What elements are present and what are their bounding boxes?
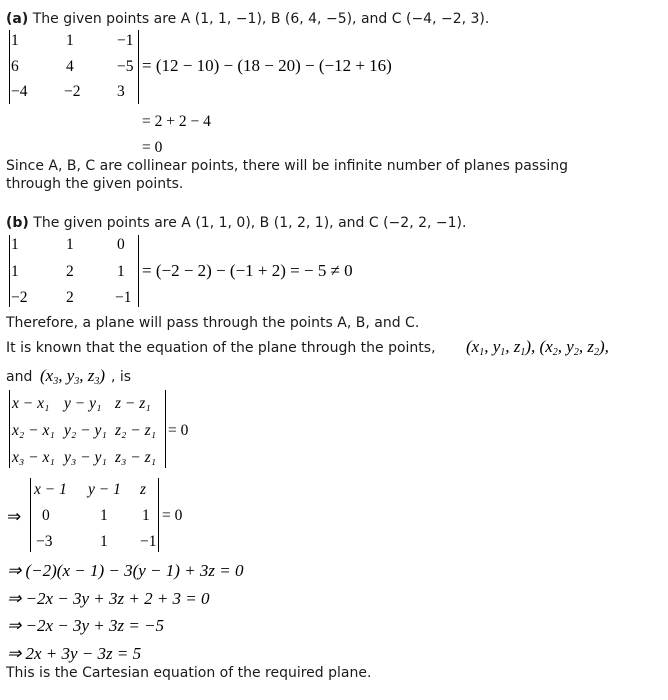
det-a-r1c1: 1 <box>11 32 19 49</box>
det-general-r1c2: y − y₁ <box>64 395 102 412</box>
det-a-r3c1: −4 <box>11 83 28 100</box>
implies-arrow: ⇒ <box>7 507 22 526</box>
det-a-step1: = 2 + 2 − 4 <box>142 113 211 130</box>
known-line2-prefix: and <box>6 369 33 385</box>
det-b-r2c1: 1 <box>11 263 19 280</box>
det-a-left-bar <box>9 30 10 104</box>
det-general-r1c1: x − x₁ <box>12 395 50 412</box>
det-b-result: = (−2 − 2) − (−1 + 2) = − 5 ≠ 0 <box>142 261 353 280</box>
det-b-r3c2: 2 <box>66 289 74 306</box>
det-specific-r1c3: z <box>140 481 147 498</box>
det-general-r2c1: x₂ − x₁ <box>12 422 55 439</box>
part-b-intro <box>6 216 466 230</box>
det-a-step2: = 0 <box>142 139 163 156</box>
det-b-r3c1: −2 <box>11 289 28 306</box>
det-general-r3c2: y₃ − y₁ <box>64 449 107 466</box>
det-specific-r3c1: −3 <box>36 533 53 550</box>
det-specific-eq: = 0 <box>162 507 183 524</box>
final-statement: This is the Cartesian equation of the required plane. <box>6 665 372 681</box>
det-a-r1c3: −1 <box>117 32 134 49</box>
det-b-left-bar <box>9 235 10 307</box>
part-b-label: (b) <box>6 215 29 231</box>
det-specific-r2c3: 1 <box>142 507 150 524</box>
det-general-right-bar <box>165 390 166 468</box>
part-a-label: (a) <box>6 11 29 27</box>
det-specific-r1c2: y − 1 <box>88 481 121 498</box>
det-a-r2c1: 6 <box>11 58 19 75</box>
det-specific-left-bar <box>30 478 31 552</box>
det-a-r3c2: −2 <box>64 83 81 100</box>
det-general-r2c3: z₂ − z₁ <box>115 422 157 439</box>
step-1: ⇒ (−2)(x − 1) − 3(y − 1) + 3z = 0 <box>7 561 244 580</box>
part-a-intro <box>6 12 489 26</box>
det-a-right-bar <box>138 30 139 104</box>
det-general-r2c2: y₂ − y₁ <box>64 422 107 439</box>
step-3: ⇒ −2x − 3y + 3z = −5 <box>7 616 165 635</box>
det-a-r3c3: 3 <box>117 83 125 100</box>
det-specific-r3c3: −1 <box>140 533 157 550</box>
det-a-r2c3: −5 <box>117 58 134 75</box>
part-a-conclusion-line1: Since A, B, C are collinear points, there will be infinite number of planes passing <box>6 158 569 174</box>
point-3: ($x_3$, $y_3$, $z_3$) <box>40 366 106 387</box>
part-b-intro-text: The given points are A (1, 1, 0), B (1, 2, 1), and C (−2, 2, −1). <box>28 215 467 231</box>
known-line2-suffix: , is <box>111 369 132 385</box>
det-a-expansion: = (12 − 10) − (18 − 20) − (−12 + 16) <box>142 56 392 75</box>
det-specific-r1c1: x − 1 <box>34 481 67 498</box>
det-b-r2c2: 2 <box>66 263 74 280</box>
det-general-eq: = 0 <box>168 422 189 439</box>
det-b-r3c3: −1 <box>115 289 132 306</box>
det-general-r3c1: x₃ − x₁ <box>12 449 55 466</box>
det-specific-right-bar <box>158 478 159 552</box>
det-a-r1c2: 1 <box>66 32 74 49</box>
step-2: ⇒ −2x − 3y + 3z + 2 + 3 = 0 <box>7 589 210 608</box>
det-b-r2c3: 1 <box>117 263 125 280</box>
det-b-right-bar <box>138 235 139 307</box>
det-b-r1c1: 1 <box>11 236 19 253</box>
det-a-r2c2: 4 <box>66 58 74 75</box>
step-4: ⇒ 2x + 3y − 3z = 5 <box>7 644 142 663</box>
det-b-r1c2: 1 <box>66 236 74 253</box>
known-line1: It is known that the equation of the plane through the points, <box>6 340 436 356</box>
part-a-intro-text: The given points are A (1, 1, −1), B (6, 4, −5), and C (−4, −2, 3). <box>28 11 490 27</box>
det-specific-r2c1: 0 <box>42 507 50 524</box>
det-specific-r3c2: 1 <box>100 533 108 550</box>
det-specific-r2c2: 1 <box>100 507 108 524</box>
det-general-r1c3: z − z₁ <box>115 395 151 412</box>
det-b-r1c3: 0 <box>117 236 125 253</box>
det-general-left-bar <box>9 390 10 468</box>
part-b-therefore: Therefore, a plane will pass through the points A, B, and C. <box>6 315 420 331</box>
det-general-r3c3: z₃ − z₁ <box>115 449 157 466</box>
part-a-conclusion-line2: through the given points. <box>6 176 184 192</box>
point-list-1-2: ($x_1$, $y_1$, $z_1$), ($x_2$, $y_2$, $z_2$), <box>466 337 609 358</box>
